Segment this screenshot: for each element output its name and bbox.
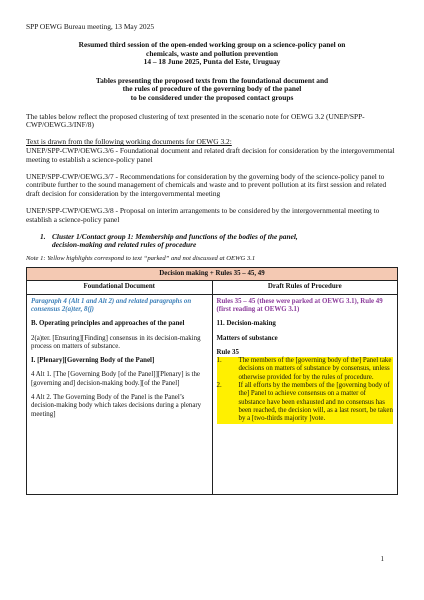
working-document-8: UNEP/SPP-CWP/OEWG.3/8 - Proposal on interim arrangements to be considered by the intergovernmental meeting to establish a science-policy panel — [26, 206, 380, 224]
document-title — [26, 41, 398, 67]
meeting-header: SPP OEWG Bureau meeting, 13 May 2025 — [26, 22, 155, 31]
document-page — [26, 22, 398, 495]
working-document-6: UNEP/SPP-CWP/OEWG.3/6 - Foundational document and related draft decision for consideration by the intergovernmental meeting to establish a science-policy panel — [26, 145, 395, 164]
column-header-rules: Draft Rules of Procedure — [212, 281, 398, 294]
rule-35-heading: Rule 35 — [216, 348, 239, 356]
paragraph-4-alt-2: 4 Alt 2. The Governing Body of the Panel is the Panel’s decision-making body which takes decisions during a plenary meeting] — [31, 394, 202, 418]
cluster-heading — [40, 233, 398, 250]
cluster-line-1: Cluster 1/Contact group 1: Membership and functions of the bodies of the panel, — [52, 231, 298, 241]
intro-paragraph-2 — [26, 138, 398, 164]
rules-of-procedure-cell — [212, 294, 398, 494]
paragraph-2ater: 2(a)ter. [Ensuring][Finding] consensus in its decision-making process on matters of substance. — [31, 334, 201, 350]
foundational-document-cell — [27, 294, 213, 494]
document-subtitle — [26, 77, 398, 103]
highlight-note: Note 1: Yellow highlights correspond to text “parked” and not discussed at OEWG 3.1 — [26, 255, 256, 263]
comparison-table — [26, 267, 398, 495]
working-document-7: UNEP/SPP-CWP/OEWG.3/7 - Recommendations for consideration by the governing body of the science-policy panel to contribute further to the sound management of chemicals and waste and to prevent pollution at its first session and related draft decision for consideration by the intergovernmental meeting — [26, 171, 387, 198]
foundational-reference: Paragraph 4 (Alt 1 and Alt 2) and related paragraphs on consensus 2(a)ter, 8(j) — [31, 297, 192, 313]
matters-of-substance-heading: Matters of substance — [216, 334, 278, 342]
item-1-text: The members of the [governing body of the] Panel take decisions on matters of substance by consensus, unless otherwise provided for by the rules of procedure. — [238, 357, 392, 381]
rule-35-item-2 — [217, 382, 394, 423]
plenary-heading: I. [Plenary][Governing Body of the Panel] — [31, 357, 155, 365]
working-documents-heading: Text is drawn from the following working documents for OEWG 3.2: — [26, 137, 232, 147]
title-line-1: Resumed third session of the open-ended working group on a science-policy panel on — [78, 40, 346, 49]
cluster-number: 1. — [40, 231, 46, 241]
subtitle-line-2: the rules of procedure of the governing body of the panel — [122, 84, 302, 94]
column-header-foundational: Foundational Document — [27, 281, 213, 294]
title-line-3: 14 – 18 June 2025, Punta del Este, Uruguay — [143, 57, 281, 67]
decision-making-heading: 11. Decision-making — [216, 320, 276, 328]
cluster-line-2: decision-making and related rules of procedure — [52, 240, 197, 250]
title-line-2: chemicals, waste and pollution prevention — [146, 48, 278, 58]
item-2-text: If all efforts by the members of the [governing body of the] Panel to achieve consensus on a matter of substance have been exhausted and no consensus has been reached, the decision will, as a last resort, be taken by a [two-thirds majority ]vote. — [238, 382, 393, 423]
subtitle-line-1: Tables presenting the proposed texts from the foundational document and — [95, 75, 329, 85]
paragraph-4-alt-1: 4 Alt 1. [The [Governing Body [of the Panel]][Plenary] is the [governing and] decision-making body.][of the Panel] — [31, 371, 200, 387]
item-1-number: 1. — [216, 357, 222, 365]
table-heading: Decision making + Rules 35 – 45, 49 — [27, 268, 398, 281]
page-number: 1 — [380, 555, 384, 563]
subtitle-line-3: to be considered under the proposed contact groups — [130, 92, 294, 102]
rule-35-item-1 — [217, 357, 394, 382]
item-2-number: 2. — [216, 382, 222, 390]
intro-paragraph-1: The tables below reflect the proposed clustering of text presented in the scenario note for OEWG 3.2 (UNEP/SPP-CWP/OEWG.3/INF/8) — [26, 111, 365, 130]
rules-reference: Rules 35 – 45 (these were parked at OEWG 3.1), Rule 49 (first reading at OEWG 3.1) — [216, 297, 383, 313]
operating-principles-heading: B. Operating principles and approaches of the panel — [31, 320, 185, 328]
